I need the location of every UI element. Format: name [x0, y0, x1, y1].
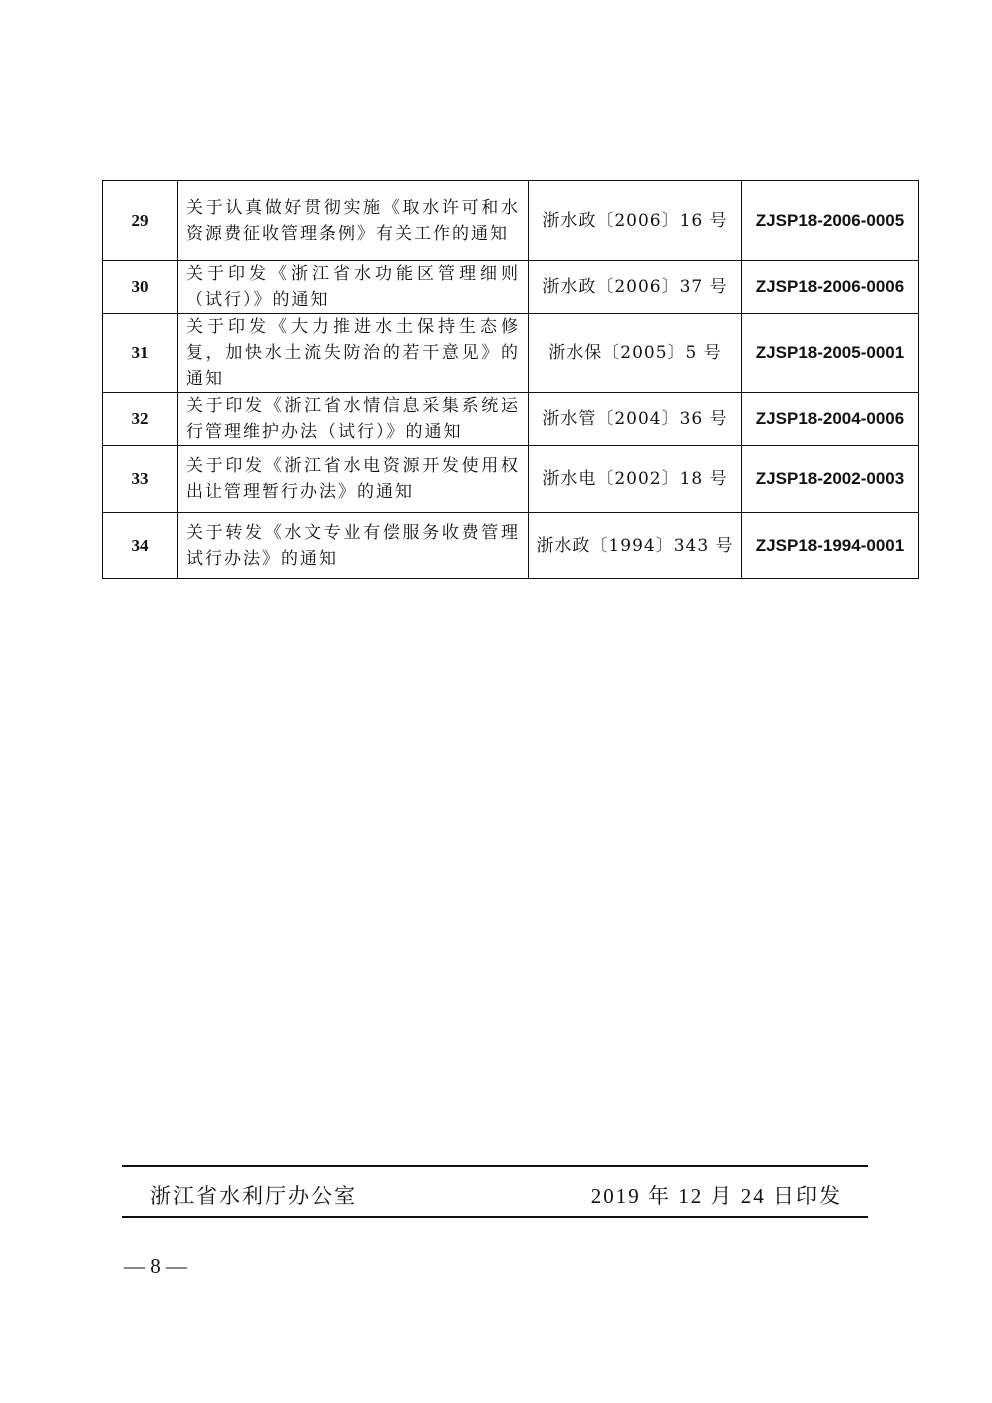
- document-code: ZJSP18-2002-0003: [742, 446, 919, 513]
- footer-bottom-rule: [122, 1216, 868, 1218]
- document-code: ZJSP18-2005-0001: [742, 314, 919, 393]
- table-row: [103, 393, 919, 446]
- document-number: 浙水电〔2002〕18 号: [529, 446, 742, 513]
- document-code: ZJSP18-2004-0006: [742, 393, 919, 446]
- row-number: 31: [103, 314, 178, 393]
- document-number: 浙水政〔2006〕37 号: [529, 261, 742, 314]
- table-row: [103, 446, 919, 513]
- table-row: [103, 513, 919, 579]
- document-number: 浙水政〔1994〕343 号: [529, 513, 742, 579]
- document-list-table: [102, 180, 919, 579]
- footer-top-rule: [122, 1165, 868, 1167]
- document-title: 关于转发《水文专业有偿服务收费管理试行办法》的通知: [178, 513, 529, 579]
- document-title: 关于印发《浙江省水电资源开发使用权出让管理暂行办法》的通知: [178, 446, 529, 513]
- document-code: ZJSP18-2006-0005: [742, 181, 919, 261]
- document-code: ZJSP18-2006-0006: [742, 261, 919, 314]
- document-title: 关于印发《浙江省水情信息采集系统运行管理维护办法（试行）》的通知: [178, 393, 529, 446]
- document-title: 关于印发《大力推进水土保持生态修复，加快水土流失防治的若干意见》的通知: [178, 314, 529, 393]
- row-number: 33: [103, 446, 178, 513]
- row-number: 29: [103, 181, 178, 261]
- table-row: [103, 314, 919, 393]
- row-number: 32: [103, 393, 178, 446]
- table-row: [103, 181, 919, 261]
- issuing-office: 浙江省水利厅办公室: [150, 1184, 357, 1208]
- document-number: 浙水政〔2006〕16 号: [529, 181, 742, 261]
- table-row: [103, 261, 919, 314]
- document-title: 关于认真做好贯彻实施《取水许可和水资源费征收管理条例》有关工作的通知: [178, 181, 529, 261]
- document-title: 关于印发《浙江省水功能区管理细则（试行）》的通知: [178, 261, 529, 314]
- document-number: 浙水管〔2004〕36 号: [529, 393, 742, 446]
- page-number: — 8 —: [124, 1254, 187, 1278]
- row-number: 30: [103, 261, 178, 314]
- row-number: 34: [103, 513, 178, 579]
- document-code: ZJSP18-1994-0001: [742, 513, 919, 579]
- document-number: 浙水保〔2005〕5 号: [529, 314, 742, 393]
- issue-date: 2019 年 12 月 24 日印发: [590, 1184, 842, 1208]
